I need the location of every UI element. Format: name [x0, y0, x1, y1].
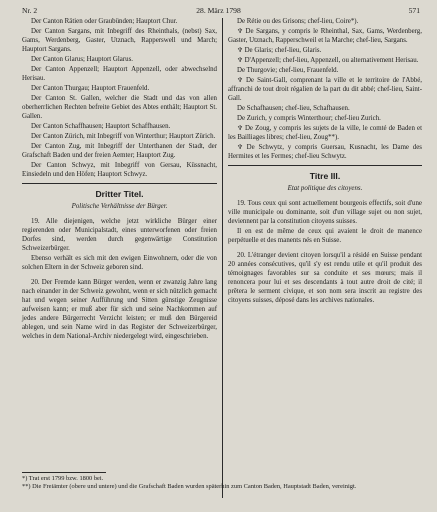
section-rule: [228, 165, 422, 166]
canton-entry-text: De Rétie ou des Grisons; chef-lieu, Coire*).: [237, 18, 359, 25]
canton-entry: [228, 114, 422, 123]
canton-entry: [228, 76, 422, 103]
canton-entry: [228, 124, 422, 142]
section-title: Titre III.: [309, 171, 341, 181]
canton-entry-text: De Zoug, y compris les sujets de la ville, le comté de Baden et les Bailliages libres; chef-lieu, Zoug**).: [228, 125, 422, 141]
canton-entry: [228, 66, 422, 75]
section-subtitle: Etat politique des citoyens.: [287, 185, 363, 192]
canton-entry: Der Canton Zug, mit Inbegriff der Unterthanen der Stadt, der Grafschaft Baden und der freien Aemter; Hauptort Zug.: [22, 143, 217, 159]
marginal-sign-icon: ♆: [237, 56, 243, 64]
marginal-sign-icon: ♆: [237, 143, 243, 151]
article-paragraph: 20. Der Fremde kann Bürger werden, wenn er zwanzig Jahre lang nach einander in der Schweiz gewohnt, wenn er sich nützlich gemacht hat und wegen seiner Aufführung und Sitten günstige Zeugnisse aufweisen kann; er muß aber für sich und seine Nachkommen auf jedes andere Bürgerrecht Verzicht leisten; er muß den Bürgereid ablegen, und sein Name wird in das Register der Schweizerbürger, welches in dem National-Archiv niedergelegt wird, eingeschrieben.: [22, 279, 217, 340]
marginal-sign-icon: ♆: [237, 46, 243, 54]
canton-entry: Der Canton Rätien oder Graubünden; Hauptort Chur.: [31, 18, 178, 25]
canton-entry: [228, 27, 422, 45]
section-subtitle: Politische Verhältnisse der Bürger.: [71, 203, 168, 210]
footnote: **) Die Freiämter (obere und untere) und die Grafschaft Baden wurden späterhin zum Canton Baden, Hauptstadt Baden, vereinigt.: [22, 483, 357, 491]
canton-entry-text: D'Appenzell; chef-lieu, Appenzell, ou alternativement Herisau.: [244, 57, 419, 64]
footnotes: [22, 472, 420, 492]
page-date: 28. März 1798: [196, 6, 241, 15]
canton-entry-text: De Schafhausen; chef-lieu, Schafhausen.: [237, 105, 350, 112]
canton-entry: Der Canton Appenzell; Hauptort Appenzell, oder abwechselnd Herisau.: [22, 66, 217, 82]
canton-entry: Der Canton Sargans, mit Inbegriff des Rheinthals, (nebst) Sax, Gams, Werdenberg, Gaster, Utznach, Rapperswell und March; Hauptort Sargans.: [22, 28, 217, 53]
canton-entry: [228, 56, 422, 65]
canton-entry-text: De Sargans, y compris le Rheinthal, Sax, Gams, Werdenberg, Gaster, Utznach, Rapperschweil et la Marche; chef-lieu, Sargans.: [228, 28, 422, 44]
page-number: 571: [408, 6, 420, 15]
footnote: *) Trat erst 1799 bzw. 1800 bei.: [22, 475, 104, 482]
french-column: [228, 17, 422, 306]
marginal-sign-icon: ♆: [237, 27, 243, 35]
article-paragraph: Il en est de même de ceux qui avaient le droit de manence perpétuelle et des manents nés en Suisse.: [228, 228, 422, 244]
canton-entry: Der Canton St. Gallen, welcher die Stadt und das von allen oberherrlichen Rechten befreite Gebiet des Abtes enthält; Hauptort St. Gallen.: [22, 95, 217, 120]
canton-entry: [228, 104, 422, 113]
issue-number: Nr. 2: [22, 6, 38, 15]
canton-entry: Der Canton Thurgau; Hauptort Frauenfeld.: [31, 85, 150, 92]
canton-entry: [228, 46, 422, 55]
canton-entry: [228, 17, 422, 26]
column-divider: [222, 18, 223, 498]
canton-entry-text: De Schwytz, y compris Guersau, Kusnacht, les Dame des Hermites et les Fermes; chef-lieu Schwytz.: [228, 144, 422, 160]
section-rule: [22, 183, 217, 184]
canton-entry-text: De Zurich, y compris Winterthour; chef-lieu Zurich.: [237, 115, 381, 122]
marginal-sign-icon: ♆: [237, 124, 243, 132]
article-paragraph: 19. Alle diejenigen, welche jetzt wirkliche Bürger einer regierenden oder Municipalstadt, eines unterworfenen oder freien Dorfes sind, werden durch gegenwärtige Constitution Schweizerbürger.: [22, 218, 217, 252]
canton-entry: Der Canton Schwyz, mit Inbegriff von Gersau, Küssnacht, Einsiedeln und den Höfen; Hauptort Schwyz.: [22, 162, 217, 178]
article-paragraph: 19. Tous ceux qui sont actuellement bourgeois effectifs, soit d'une ville municipale ou dominante, soit d'un village sujet ou non sujet, deviennent par la constitution citoyens suisses.: [228, 200, 422, 225]
canton-entry-text: De Thurgovie; chef-lieu, Frauenfeld.: [237, 67, 339, 74]
canton-entry: Der Canton Glarus; Hauptort Glarus.: [31, 56, 133, 63]
canton-entry-text: De Saint-Gall, comprenant la ville et le territoire de l'Abbé, affranchi de tout droit régalien de la part du dit abbé; chef-lieu, Saint-Gall.: [228, 77, 422, 102]
section-title: Dritter Titel.: [95, 189, 144, 199]
canton-entry: Der Canton Zürich, mit Inbegriff von Winterthur; Hauptort Zürich.: [31, 133, 216, 140]
marginal-sign-icon: ♆: [237, 76, 243, 84]
canton-entry: [228, 143, 422, 161]
german-column: [22, 17, 217, 342]
footnote-rule: [22, 472, 106, 473]
article-paragraph: Ebenso verhält es sich mit den ewigen Einwohnern, oder die von solchen Eltern in der Schweiz geboren sind.: [22, 255, 217, 271]
article-paragraph: 20. L'étranger devient citoyen lorsqu'il a résidé en Suisse pendant 20 années consécutives, qu'il s'y est rendu utile et qu'il produit des témoignages favorables sur sa conduite et ses mœurs; mais il renoncera pour lui et ses descendants à tout autre droit de cité; il prêtera le serment civique, et son nom sera inscrit au registre des citoyens suisses, déposé dans les archives nationales.: [228, 252, 422, 304]
canton-entry-text: De Glaris; chef-lieu, Glaris.: [244, 47, 322, 54]
canton-entry: Der Canton Schaffhausen; Hauptort Schaffhausen.: [31, 123, 171, 130]
